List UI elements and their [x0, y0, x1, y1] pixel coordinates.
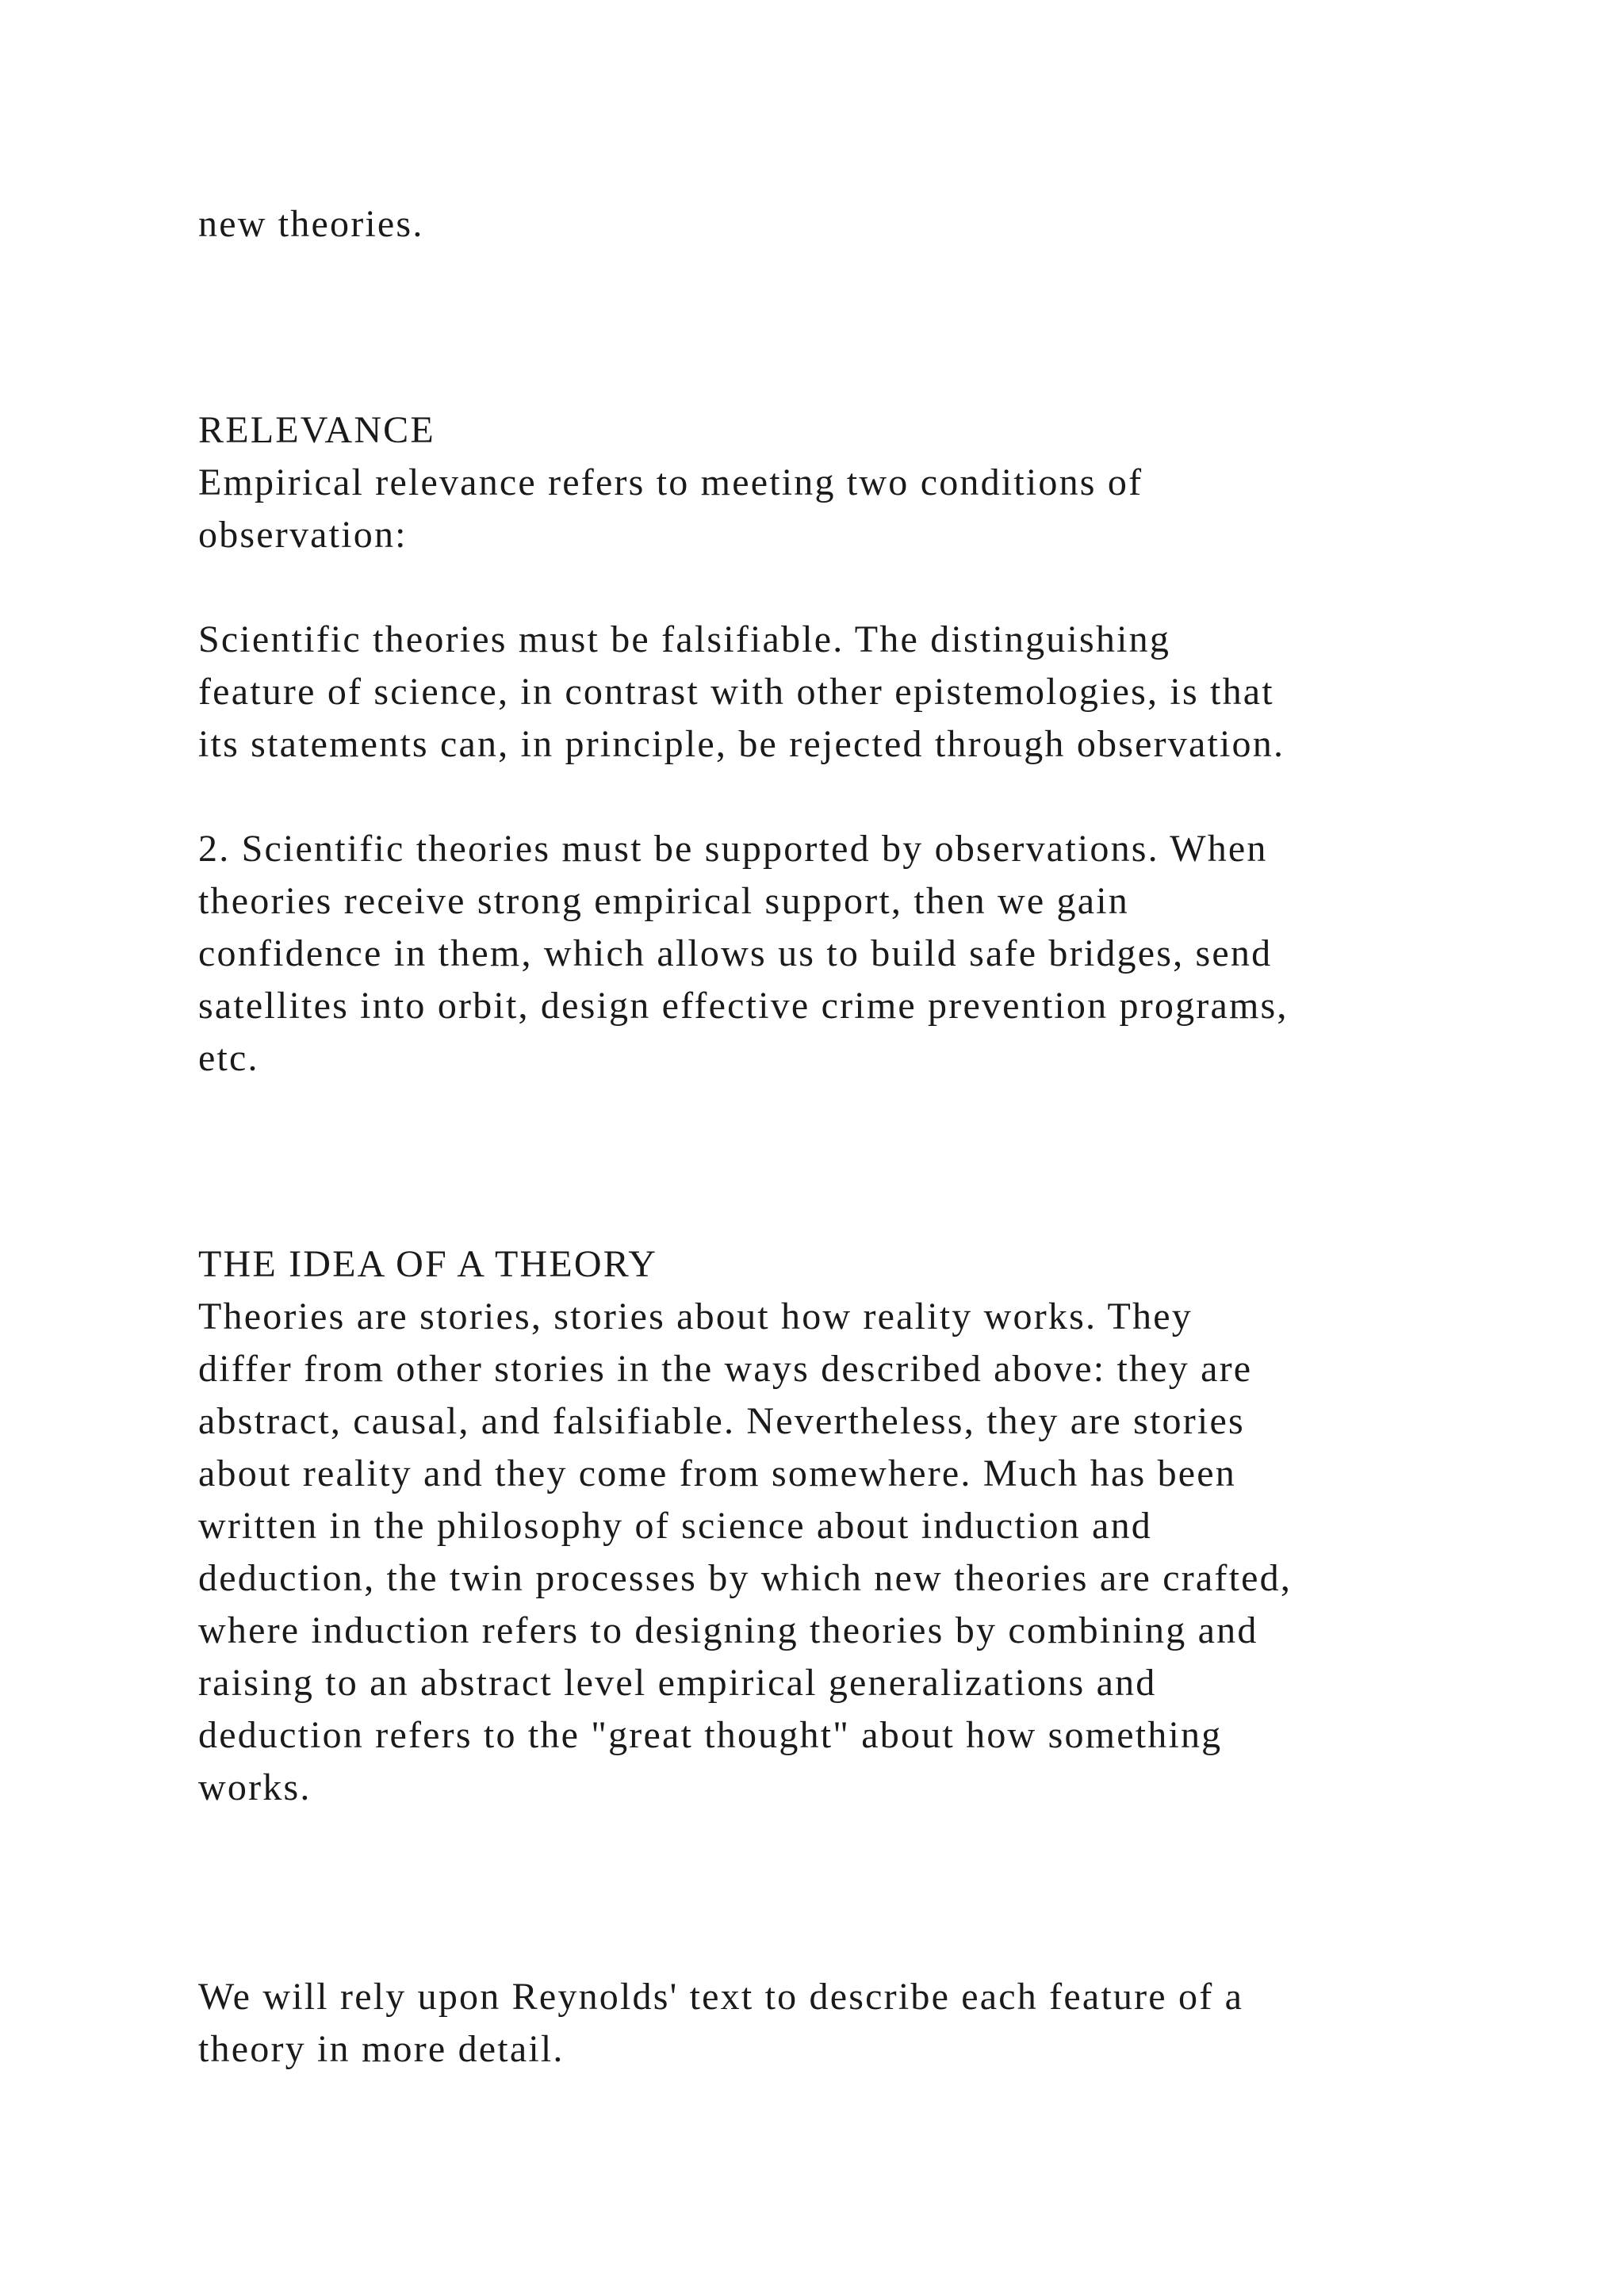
section-heading-relevance: RELEVANCE — [198, 409, 435, 451]
text-line: Empirical relevance refers to meeting two conditions of — [198, 461, 1143, 503]
text-line: Scientific theories must be falsifiable. The distinguishing — [198, 618, 1171, 660]
text-line: about reality and they come from somewhere. Much has been — [198, 1452, 1236, 1494]
text-line: differ from other stories in the ways described above: they are — [198, 1348, 1253, 1390]
text-line: works. — [198, 1766, 312, 1808]
text-line: feature of science, in contrast with other epistemologies, is that — [198, 671, 1274, 713]
paragraph-fragment-top — [198, 198, 1546, 251]
text-line: Theories are stories, stories about how reality works. They — [198, 1295, 1193, 1337]
text-line: written in the philosophy of science about induction and — [198, 1505, 1152, 1547]
text-line: 2. Scientific theories must be supported by observations. When — [198, 828, 1268, 870]
text-line: observation: — [198, 514, 408, 556]
paragraph-point-1 — [198, 614, 1546, 771]
text-line: raising to an abstract level empirical generalizations and — [198, 1662, 1157, 1704]
paragraph-point-2 — [198, 823, 1546, 1085]
section-idea-of-theory — [198, 1238, 1546, 1814]
section-relevance — [198, 404, 1546, 561]
section-heading-idea-of-theory: THE IDEA OF A THEORY — [198, 1243, 658, 1285]
text-line: satellites into orbit, design effective crime prevention programs, — [198, 985, 1289, 1027]
text-line: theories receive strong empirical support, then we gain — [198, 880, 1129, 922]
text-line: deduction, the twin processes by which new theories are crafted, — [198, 1557, 1293, 1599]
text-line: where induction refers to designing theories by combining and — [198, 1609, 1258, 1651]
text-line: new theories. — [198, 203, 424, 245]
text-line: confidence in them, which allows us to build safe bridges, send — [198, 932, 1273, 974]
text-line: We will rely upon Reynolds' text to describe each feature of a — [198, 1976, 1244, 2018]
text-line: abstract, causal, and falsifiable. Nevertheless, they are stories — [198, 1400, 1245, 1442]
text-line: theory in more detail. — [198, 2028, 565, 2070]
text-line: its statements can, in principle, be rejected through observation. — [198, 723, 1285, 765]
paragraph-closing — [198, 1971, 1546, 2076]
text-line: deduction refers to the "great thought" about how something — [198, 1714, 1223, 1756]
text-line: etc. — [198, 1037, 259, 1079]
